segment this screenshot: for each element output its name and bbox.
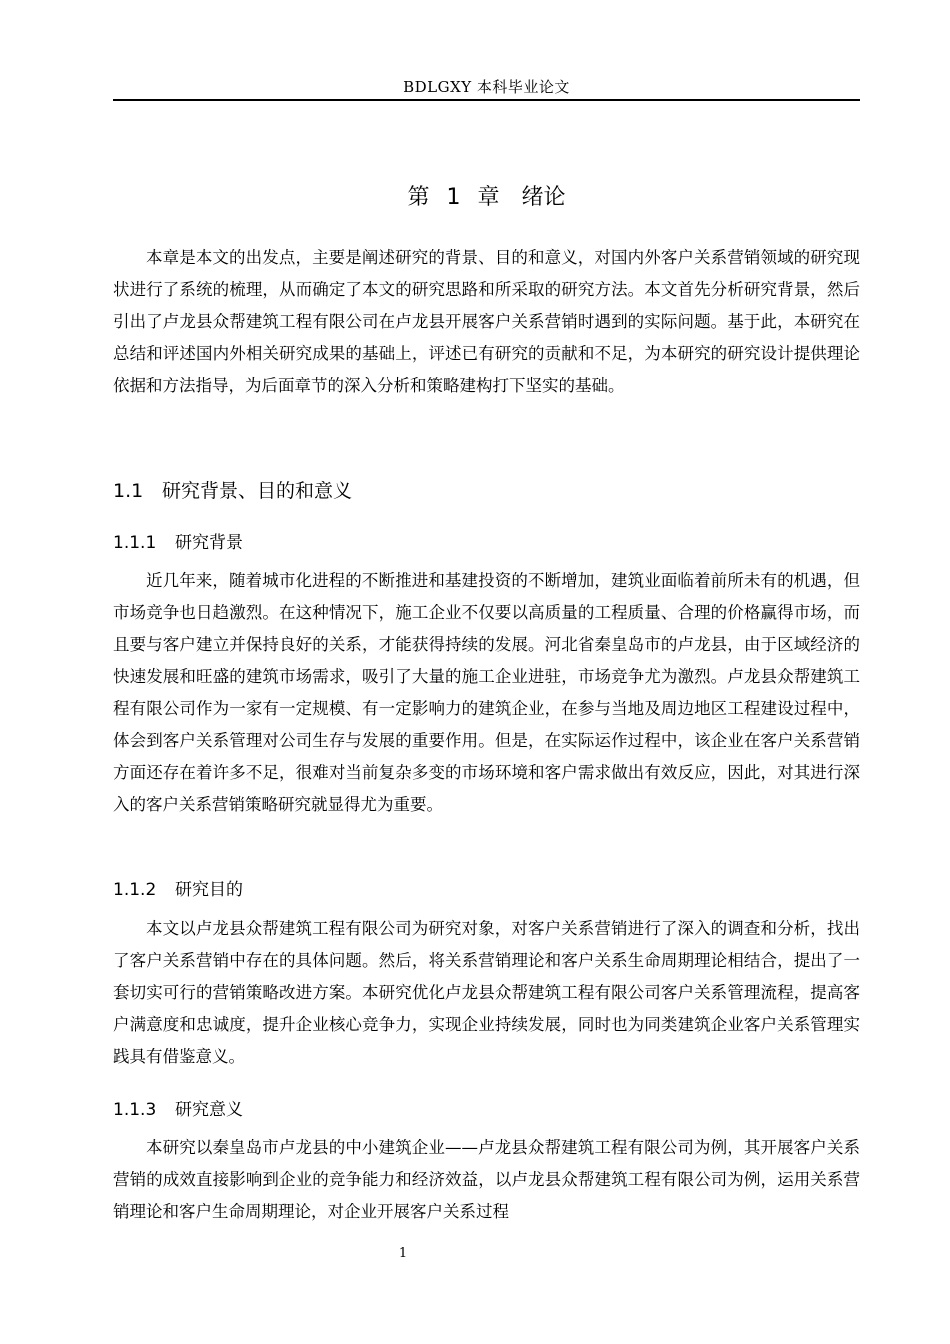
header-rule [113, 99, 860, 101]
subsection-heading-1-1-1 [113, 528, 243, 553]
page-number: 1 [398, 1246, 408, 1261]
section-number: 1.1 [113, 480, 144, 502]
chapter-title: 第 1 章 绪论 [407, 185, 566, 210]
subsection-number: 1.1.2 [113, 880, 157, 900]
subsection-title: 研究意义 [175, 1100, 243, 1120]
running-header: BDLGXY 本科毕业论文 [403, 78, 570, 96]
subsection-number: 1.1.1 [113, 533, 157, 553]
chapter-intro-paragraph: 本章是本文的出发点，主要是阐述研究的背景、目的和意义，对国内外客户关系营销领域的研究现状进行了系统的梳理，从而确定了本文的研究思路和所采取的研究方法。本文首先分析研究背景，然后引出了卢龙县众帮建筑工程有限公司在卢龙县开展客户关系营销时遇到的实际问题。基于此，本研究在总结和评述国内外相关研究成果的基础上，评述已有研究的贡献和不足，为本研究的研究设计提供理论依据和方法指导，为后面章节的深入分析和策略建构打下坚实的基础。 [113, 248, 860, 395]
significance-paragraph: 本研究以秦皇岛市卢龙县的中小建筑企业——卢龙县众帮建筑工程有限公司为例，其开展客户关系营销的成效直接影响到企业的竞争能力和经济效益，以卢龙县众帮建筑工程有限公司为例，运用关系营销理论和客户生命周期理论，对企业开展客户关系过程 [113, 1138, 860, 1221]
subsection-title: 研究背景 [175, 533, 243, 553]
purpose-paragraph: 本文以卢龙县众帮建筑工程有限公司为研究对象，对客户关系营销进行了深入的调查和分析，找出了客户关系营销中存在的具体问题。然后，将关系营销理论和客户关系生命周期理论相结合，提出了一套切实可行的营销策略改进方案。本研究优化卢龙县众帮建筑工程有限公司客户关系管理流程，提高客户满意度和忠诚度，提升企业核心竞争力，实现企业持续发展，同时也为同类建筑企业客户关系管理实践具有借鉴意义。 [113, 919, 860, 1066]
subsection-title: 研究目的 [175, 880, 243, 900]
section-title: 研究背景、目的和意义 [162, 480, 353, 502]
subsection-heading-1-1-3 [113, 1095, 243, 1120]
subsection-number: 1.1.3 [113, 1100, 157, 1120]
subsection-heading-1-1-2 [113, 875, 243, 900]
background-paragraph: 近几年来，随着城市化进程的不断推进和基建投资的不断增加，建筑业面临着前所未有的机遇，但市场竞争也日趋激烈。在这种情况下，施工企业不仅要以高质量的工程质量、合理的价格赢得市场，而且要与客户建立并保持良好的关系，才能获得持续的发展。河北省秦皇岛市的卢龙县，由于区域经济的快速发展和旺盛的建筑市场需求，吸引了大量的施工企业进驻，市场竞争尤为激烈。卢龙县众帮建筑工程有限公司作为一家有一定规模、有一定影响力的建筑企业，在参与当地及周边地区工程建设过程中，体会到客户关系管理对公司生存与发展的重要作用。但是，在实际运作过程中，该企业在客户关系营销方面还存在着许多不足，很难对当前复杂多变的市场环境和客户需求做出有效反应，因此，对其进行深入的客户关系营销策略研究就显得尤为重要。 [113, 571, 860, 814]
section-heading-1-1 [113, 476, 352, 503]
